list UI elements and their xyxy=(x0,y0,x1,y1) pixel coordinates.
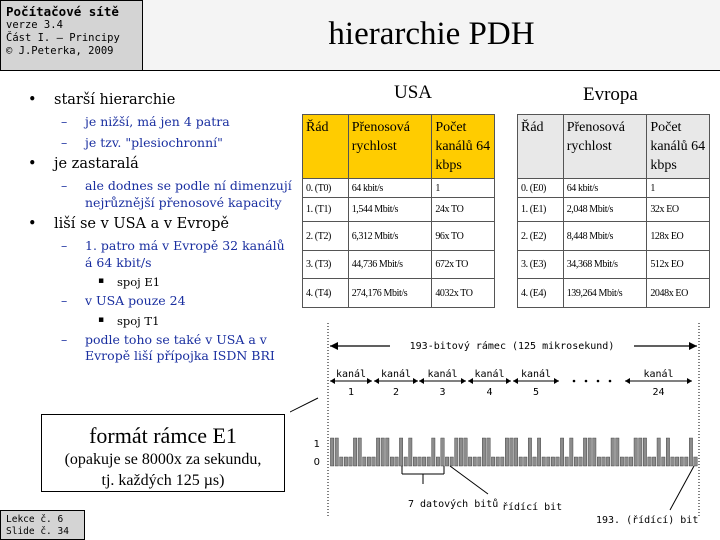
table-cell: 24x TO xyxy=(432,198,495,222)
bit-bar xyxy=(422,457,425,466)
bit-bar xyxy=(501,457,504,466)
bit-bar xyxy=(418,457,421,466)
sub-bullet-item: – 1. patro má v Evropě 32 kanálů á 64 kbit/s xyxy=(61,238,296,271)
bit-bar xyxy=(358,438,361,466)
table-header-row xyxy=(303,115,495,179)
bit-bar xyxy=(570,438,573,466)
bit-bar xyxy=(436,457,439,466)
column-header: Řád xyxy=(303,115,349,179)
bit-bar xyxy=(468,457,471,466)
title-bar xyxy=(143,0,720,71)
bit-bar xyxy=(510,438,513,466)
frame-format-box xyxy=(41,414,285,492)
bit-bar xyxy=(657,438,660,466)
bit-bar xyxy=(588,438,591,466)
table-row xyxy=(518,251,710,279)
bit-bar xyxy=(537,438,540,466)
table-cell: 3. (T3) xyxy=(303,251,349,279)
table-cell: 512x EO xyxy=(647,251,710,279)
table-cell: 4. (T4) xyxy=(303,279,349,308)
control-bit-pointer xyxy=(450,466,488,494)
bit-bar xyxy=(445,457,448,466)
bit-bar xyxy=(487,438,490,466)
course-version: verze 3.4 xyxy=(6,19,63,31)
bit-bar xyxy=(556,457,559,466)
bit-bar xyxy=(579,457,582,466)
table-cell: 1. (T1) xyxy=(303,198,349,222)
table-row xyxy=(518,198,710,222)
channel-word: kanál xyxy=(335,369,367,380)
bit-bar xyxy=(455,438,458,466)
slide-number-box xyxy=(0,510,85,540)
bit-bar xyxy=(662,457,665,466)
usa-caption: USA xyxy=(394,82,433,103)
ellipsis-dot xyxy=(597,380,600,383)
sub-bullet-item: – je tzv. "plesiochronní" xyxy=(61,135,296,152)
sub-bullet-item: – podle toho se také v USA a v Evropě liší přípojka ISDN BRI xyxy=(61,332,296,365)
bit-bar xyxy=(689,438,692,466)
table-cell: 2048x EO xyxy=(647,279,710,308)
bit-bar xyxy=(399,438,402,466)
bit-bar xyxy=(367,457,370,466)
channel-word: kanál xyxy=(643,369,674,380)
bit-bar xyxy=(680,457,683,466)
bit-bar xyxy=(473,457,476,466)
table-cell: 64 kbit/s xyxy=(348,179,432,198)
channel-arrow xyxy=(461,378,466,384)
bit-bar xyxy=(602,457,605,466)
data-bits-label: 7 datových bitů xyxy=(408,499,499,510)
bit-bar xyxy=(583,438,586,466)
channel-word: kanál xyxy=(520,369,552,380)
bit-bar xyxy=(409,438,412,466)
course-info-box xyxy=(0,0,143,71)
table-cell: 64 kbit/s xyxy=(563,179,647,198)
table-cell: 139,264 Mbit/s xyxy=(563,279,647,308)
bit-bar xyxy=(386,438,389,466)
table-cell: 8,448 Mbit/s xyxy=(563,222,647,251)
channel-number: 1 xyxy=(347,387,355,398)
bit-bar xyxy=(606,457,609,466)
table-cell: 0. (E0) xyxy=(518,179,564,198)
frame-label: 193-bitový rámec (125 mikrosekund) xyxy=(409,341,615,352)
bit-bar xyxy=(459,438,462,466)
bit-bar xyxy=(464,438,467,466)
bit-bar xyxy=(496,457,499,466)
bit-bar xyxy=(519,457,522,466)
channel-word: kanál xyxy=(380,369,412,380)
column-header: Řád xyxy=(518,115,564,179)
bit-bar xyxy=(427,457,430,466)
usa-hierarchy-table xyxy=(302,114,495,308)
bit-bar xyxy=(533,457,536,466)
europe-caption: Evropa xyxy=(583,84,638,105)
bit-bar xyxy=(551,457,554,466)
bit-bar xyxy=(381,438,384,466)
bit-bar xyxy=(528,438,531,466)
bit-bar xyxy=(694,457,697,466)
europe-hierarchy-table xyxy=(517,114,710,308)
bullet-item: • starší hierarchie xyxy=(26,91,296,109)
sub-bullet-item: – v USA pouze 24 xyxy=(61,293,296,310)
frame-arrow-left xyxy=(330,342,338,350)
bit-bar xyxy=(372,457,375,466)
bit-bar xyxy=(616,438,619,466)
bit-bar xyxy=(413,457,416,466)
channel-markers xyxy=(330,368,692,398)
course-title: Počítačové sítě xyxy=(6,4,119,19)
bit-bar xyxy=(648,457,651,466)
channel-word: kanál xyxy=(427,369,458,380)
bit-bar xyxy=(340,457,343,466)
channel-number: 4 xyxy=(486,387,493,398)
table-cell: 6,312 Mbit/s xyxy=(348,222,432,251)
table-cell: 4. (E4) xyxy=(518,279,564,308)
channel-arrow xyxy=(554,378,559,384)
level-one-label: 1 xyxy=(313,439,320,450)
column-header: Počet kanálů 64 kbps xyxy=(432,115,495,179)
table-row xyxy=(518,222,710,251)
bit-waveform xyxy=(330,438,697,466)
table-cell: 44,736 Mbit/s xyxy=(348,251,432,279)
frame-format-line2: tj. každých 125 µs) xyxy=(101,472,225,489)
sub-sub-bullet-item: ▪ spoj T1 xyxy=(98,314,296,329)
bit-bar xyxy=(685,457,688,466)
frame-arrow-right xyxy=(689,342,697,350)
table-row xyxy=(518,279,710,308)
table-cell: 34,368 Mbit/s xyxy=(563,251,647,279)
column-header: Počet kanálů 64 kbps xyxy=(647,115,710,179)
bit-bar xyxy=(404,457,407,466)
frame-format-line1: (opakuje se 8000x za sekundu, xyxy=(64,451,262,468)
channel-arrow xyxy=(625,378,630,384)
table-cell: 1 xyxy=(647,179,710,198)
sub-bullet-item: – ale dodnes se podle ní dimenzují nejrůznější přenosové kapacity xyxy=(61,178,296,211)
table-cell: 2,048 Mbit/s xyxy=(563,198,647,222)
bit-bar xyxy=(432,438,435,466)
t1-frame-diagram xyxy=(290,318,710,530)
channel-number: 5 xyxy=(532,387,540,398)
bit-bar xyxy=(524,457,527,466)
bit-bar xyxy=(514,438,517,466)
callout-pointer xyxy=(290,398,318,413)
bit-bar xyxy=(395,457,398,466)
slide-header xyxy=(0,0,720,72)
bit-bar xyxy=(565,457,568,466)
table-cell: 0. (T0) xyxy=(303,179,349,198)
bit-bar xyxy=(629,457,632,466)
last-bit-label: 193. (řídící) bit xyxy=(596,515,699,526)
bit-bar xyxy=(505,438,508,466)
bit-bar xyxy=(478,457,481,466)
bit-bar xyxy=(547,457,550,466)
table-cell: 672x TO xyxy=(432,251,495,279)
table-row xyxy=(303,251,495,279)
bit-bar xyxy=(639,438,642,466)
frame-format-title: formát rámce E1 xyxy=(89,423,237,448)
bit-bar xyxy=(643,438,646,466)
channel-number: 3 xyxy=(439,387,446,398)
table-cell: 96x TO xyxy=(432,222,495,251)
course-copyright: © J.Peterka, 2009 xyxy=(6,45,114,57)
lesson-number: Lekce č. 6 xyxy=(6,514,64,525)
slide-number: Slide č. 34 xyxy=(6,526,69,537)
bit-bar xyxy=(634,438,637,466)
bit-bar xyxy=(363,457,366,466)
sub-sub-bullet-item: ▪ spoj E1 xyxy=(98,275,296,290)
sub-bullet-item: – je nižší, má jen 4 patra xyxy=(61,114,296,131)
bit-bar xyxy=(560,438,563,466)
table-cell: 274,176 Mbit/s xyxy=(348,279,432,308)
bit-bar xyxy=(482,438,485,466)
ellipsis-dot xyxy=(609,380,612,383)
table-cell: 4032x TO xyxy=(432,279,495,308)
table-row xyxy=(303,198,495,222)
column-header: Přenosová rychlost xyxy=(348,115,432,179)
bit-bar xyxy=(611,438,614,466)
table-row xyxy=(518,179,710,198)
bit-bar xyxy=(542,457,545,466)
channel-arrow xyxy=(419,378,424,384)
channel-number: 2 xyxy=(392,387,400,398)
control-bit-label: řídící bit xyxy=(502,502,563,513)
bit-bar xyxy=(376,438,379,466)
bit-bar xyxy=(330,438,333,466)
bit-bar xyxy=(349,457,352,466)
table-row xyxy=(303,222,495,251)
table-cell: 3. (E3) xyxy=(518,251,564,279)
channel-number: 24 xyxy=(652,387,665,398)
level-zero-label: 0 xyxy=(313,457,320,468)
bit-bar xyxy=(344,457,347,466)
table-row xyxy=(303,179,495,198)
channel-arrow xyxy=(506,378,511,384)
slide-title: hierarchie PDH xyxy=(328,16,535,52)
table-cell: 1 xyxy=(432,179,495,198)
channel-arrow xyxy=(468,378,473,384)
ellipsis-dot xyxy=(573,380,576,383)
last-bit-pointer xyxy=(670,466,694,510)
bit-bar xyxy=(353,438,356,466)
bit-bar xyxy=(666,438,669,466)
table-header-row xyxy=(518,115,710,179)
channel-arrow xyxy=(367,378,372,384)
column-header: Přenosová rychlost xyxy=(563,115,647,179)
bit-bar xyxy=(625,457,628,466)
bit-bar xyxy=(450,457,453,466)
bit-bar xyxy=(441,438,444,466)
channel-arrow xyxy=(413,378,418,384)
table-cell: 2. (T2) xyxy=(303,222,349,251)
channel-word: kanál xyxy=(474,369,505,380)
bit-bar xyxy=(491,457,494,466)
channel-arrow xyxy=(330,378,335,384)
bit-bar xyxy=(597,457,600,466)
bit-bar xyxy=(652,457,655,466)
table-cell: 32x EO xyxy=(647,198,710,222)
channel-arrow xyxy=(374,378,379,384)
channel-arrow xyxy=(687,378,692,384)
table-cell: 1. (E1) xyxy=(518,198,564,222)
table-cell: 1,544 Mbit/s xyxy=(348,198,432,222)
table-cell: 128x EO xyxy=(647,222,710,251)
bullet-item: • liší se v USA a v Evropě xyxy=(26,215,296,233)
bit-bar xyxy=(675,457,678,466)
bullet-item: • je zastaralá xyxy=(26,155,296,173)
table-row xyxy=(303,279,495,308)
channel-arrow xyxy=(513,378,518,384)
ellipsis-dot xyxy=(585,380,588,383)
course-part: Část I. – Principy xyxy=(6,32,120,44)
bit-bar xyxy=(335,438,338,466)
bit-bar xyxy=(390,457,393,466)
bit-bar xyxy=(671,457,674,466)
table-cell: 2. (E2) xyxy=(518,222,564,251)
bit-bar xyxy=(574,457,577,466)
bit-bar xyxy=(593,438,596,466)
bit-bar xyxy=(620,457,623,466)
bullet-list xyxy=(26,91,296,369)
